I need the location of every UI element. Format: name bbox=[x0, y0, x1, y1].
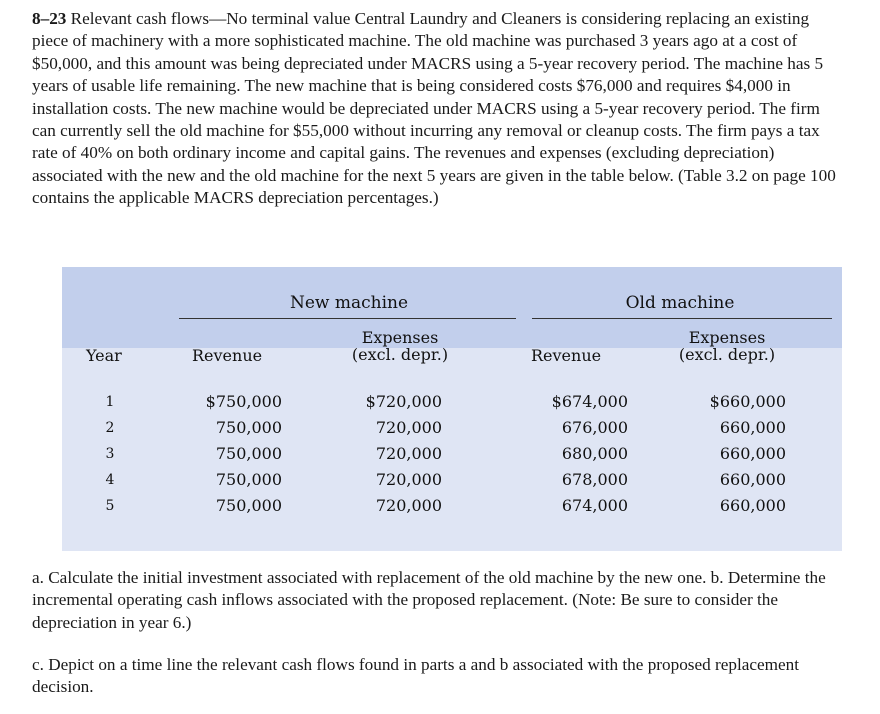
cell-old-revenue: 674,000 bbox=[561, 496, 628, 515]
column-header-year: Year bbox=[86, 346, 122, 365]
table-row bbox=[62, 496, 842, 522]
cell-new-expenses: 720,000 bbox=[375, 444, 442, 463]
group-rule-new bbox=[179, 318, 516, 319]
cell-old-revenue: 678,000 bbox=[561, 470, 628, 489]
table-row bbox=[62, 418, 842, 444]
column-header-old-revenue: Revenue bbox=[531, 346, 602, 365]
cell-year: 3 bbox=[105, 446, 115, 462]
column-header-new-expenses bbox=[326, 329, 474, 363]
table-row bbox=[62, 392, 842, 418]
cell-new-expenses: 720,000 bbox=[375, 496, 442, 515]
cell-new-expenses: 720,000 bbox=[375, 418, 442, 437]
cell-year: 5 bbox=[105, 498, 115, 514]
cell-new-expenses: $720,000 bbox=[365, 392, 442, 411]
cell-new-revenue: 750,000 bbox=[215, 444, 282, 463]
cell-new-revenue: 750,000 bbox=[215, 470, 282, 489]
problem-number: 8–23 bbox=[32, 9, 67, 28]
column-header-old-expenses bbox=[653, 329, 801, 363]
problem-statement bbox=[32, 8, 842, 210]
question-a-b: a. Calculate the initial investment associated with replacement of the old machine by the new one. b. Determine the incremental operating cash inflows associated with the proposed replacement. (Note: Be sure to consider the depreciation in year 6.) bbox=[32, 568, 826, 632]
cell-year: 1 bbox=[105, 394, 115, 410]
cell-old-revenue: $674,000 bbox=[551, 392, 628, 411]
cell-old-expenses: $660,000 bbox=[709, 392, 786, 411]
cell-year: 4 bbox=[105, 472, 115, 488]
cell-new-revenue: $750,000 bbox=[205, 392, 282, 411]
cell-new-revenue: 750,000 bbox=[215, 418, 282, 437]
cell-old-expenses: 660,000 bbox=[719, 418, 786, 437]
cell-new-expenses: 720,000 bbox=[375, 470, 442, 489]
cell-old-expenses: 660,000 bbox=[719, 496, 786, 515]
cell-old-revenue: 680,000 bbox=[561, 444, 628, 463]
problem-text: Relevant cash flows—No terminal value Central Laundry and Cleaners is considering replacing an existing piece of machinery with a more sophisticated machine. The old machine was purchased 3 years ago at a cost of $50,000, and this amount was being depreciated under MACRS using a 5-year recovery period. The machine has 5 years of usable life remaining. The new machine that is being considered costs $76,000 and requires $4,000 in installation costs. The new machine would be depreciated under MACRS using a 5-year recovery period. The firm can currently sell the old machine for $55,000 without incurring any removal or cleanup costs. The firm pays a tax rate of 40% on both ordinary income and capital gains. The revenues and expenses (excluding depreciation) associated with the new and the old machine for the next 5 years are given in the table below. (Table 3.2 on page 100 contains the applicable MACRS depreciation percentages.) bbox=[32, 9, 836, 208]
group-header-new-machine: New machine bbox=[289, 293, 409, 313]
cell-year: 2 bbox=[105, 420, 115, 436]
group-header-old-machine: Old machine bbox=[625, 293, 735, 313]
table-row bbox=[62, 470, 842, 496]
group-rule-old bbox=[532, 318, 832, 319]
column-header-old-expenses-line1: Expenses bbox=[688, 328, 766, 347]
column-header-old-expenses-line2: (excl. depr.) bbox=[678, 345, 776, 364]
column-header-new-expenses-line1: Expenses bbox=[361, 328, 439, 347]
cell-old-expenses: 660,000 bbox=[719, 470, 786, 489]
column-header-new-revenue: Revenue bbox=[192, 346, 263, 365]
cell-new-revenue: 750,000 bbox=[215, 496, 282, 515]
table-row bbox=[62, 444, 842, 470]
column-header-new-expenses-line2: (excl. depr.) bbox=[351, 345, 449, 364]
cell-old-revenue: 676,000 bbox=[561, 418, 628, 437]
cell-old-expenses: 660,000 bbox=[719, 444, 786, 463]
question-c: c. Depict on a time line the relevant cash flows found in parts a and b associated with the proposed replacement decision. bbox=[32, 655, 799, 697]
cash-flow-table bbox=[62, 267, 842, 551]
